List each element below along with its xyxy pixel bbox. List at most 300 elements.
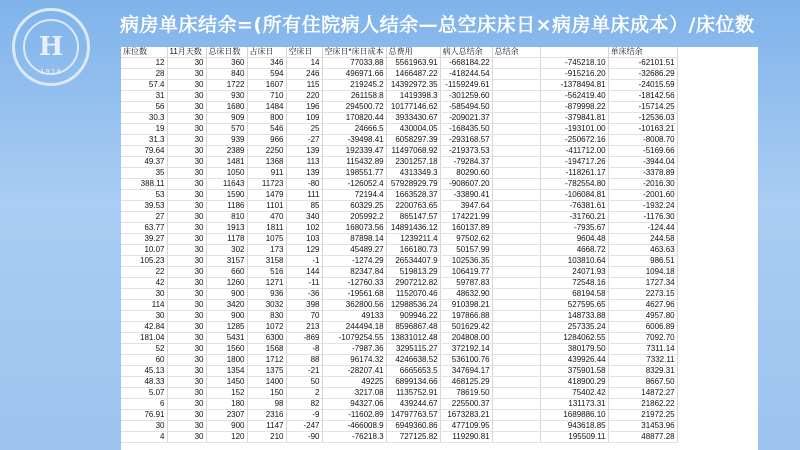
table-cell: -247 [286,421,322,432]
table-cell: 594 [247,69,286,80]
table-cell: -5169.66 [608,146,677,157]
table-row [121,432,677,443]
table-cell: -62101.51 [608,58,677,69]
table-cell: -915216.20 [540,69,608,80]
table-cell: 150 [247,388,286,399]
table-body [121,58,677,443]
table-row [121,201,677,212]
table-row [121,223,677,234]
table-cell: 82347.84 [322,267,386,278]
table-cell: 6300 [247,333,286,344]
table-cell: -8008.70 [608,135,677,146]
table-cell: 30 [167,190,206,201]
table-cell: 375901.58 [540,366,608,377]
table-cell: 30 [167,179,206,190]
column-header: 总床日数 [206,47,247,58]
table-cell: 294500.72 [322,102,386,113]
table-cell: 800 [247,113,286,124]
table-cell: 111 [286,190,322,201]
table-cell: 909946.22 [386,311,440,322]
table-cell: 12988536.24 [386,300,440,311]
table-cell: 60 [121,355,167,366]
table-cell [492,300,540,311]
table-cell [492,421,540,432]
table-cell: 204808.00 [440,333,492,344]
table-cell: 220 [286,91,322,102]
page-title: 病房单床结余=(所有住院病人结余—总空床床日×病房单床成本）/床位数 [120,14,755,36]
table-cell: 30 [167,245,206,256]
table-cell: 340 [286,212,322,223]
table-cell [492,278,540,289]
table-cell: 63.77 [121,223,167,234]
table-cell: -28207.41 [322,366,386,377]
table-cell: 501629.42 [440,322,492,333]
table-cell [492,146,540,157]
table-cell [492,190,540,201]
table-cell: 6949360.86 [386,421,440,432]
table-cell: 72194.4 [322,190,386,201]
table-row [121,256,677,267]
table-cell: 2307 [206,410,247,421]
table-cell: 14872.27 [608,388,677,399]
table-cell: 6665653.5 [386,366,440,377]
table-cell: 30 [167,311,206,322]
table-cell: 900 [206,289,247,300]
table-cell: 30 [167,168,206,179]
table-row [121,179,677,190]
table-cell: 114 [121,300,167,311]
table-row [121,190,677,201]
table-cell: -11 [286,278,322,289]
table-cell: 173 [247,245,286,256]
table-cell [492,157,540,168]
table-cell: 24071.93 [540,267,608,278]
table-cell: 68194.58 [540,289,608,300]
table-row [121,91,677,102]
table-cell: -36 [286,289,322,300]
table-cell: 3032 [247,300,286,311]
table-cell: 6899134.66 [386,377,440,388]
table-cell: 4668.72 [540,245,608,256]
table-cell: 72548.16 [540,278,608,289]
table-cell [492,113,540,124]
table-cell: 35 [121,168,167,179]
table-row [121,333,677,344]
table-cell: 546 [247,124,286,135]
table-cell: -2016.30 [608,179,677,190]
table-cell: 1135752.91 [386,388,440,399]
table-cell: 103810.64 [540,256,608,267]
table-cell: 192339.47 [322,146,386,157]
table-cell: -1159249.61 [440,80,492,91]
table-cell: 197866.88 [440,311,492,322]
table-cell: 1481 [206,157,247,168]
column-header: 总费用 [386,47,440,58]
hospital-logo [12,8,90,86]
table-cell: 2389 [206,146,247,157]
table-cell: -219373.53 [440,146,492,157]
table-row [121,58,677,69]
table-cell: 30 [167,322,206,333]
table-cell: 60329.25 [322,201,386,212]
table-cell: 115 [286,80,322,91]
table-cell: 3158 [247,256,286,267]
table-cell: 48877.28 [608,432,677,443]
table-cell: 115432.89 [322,157,386,168]
table-cell: -10163.21 [608,124,677,135]
table-cell [492,399,540,410]
table-cell [492,80,540,91]
table-cell [492,267,540,278]
table-cell: 5431 [206,333,247,344]
table-cell [492,124,540,135]
table-cell: 205992.2 [322,212,386,223]
table-cell: 42 [121,278,167,289]
table-cell: 1271 [247,278,286,289]
table-cell [492,69,540,80]
table-cell: 9604.48 [540,234,608,245]
table-cell: 131173.31 [540,399,608,410]
table-cell: 519813.29 [386,267,440,278]
table-cell: 261158.8 [322,91,386,102]
table-cell [492,234,540,245]
table-cell: -90 [286,432,322,443]
table-cell: 28 [121,69,167,80]
table-cell: 57.4 [121,80,167,91]
table-cell: 30 [167,267,206,278]
table-cell: 103 [286,234,322,245]
table-cell [492,333,540,344]
column-header: 床位数 [121,47,167,58]
table-cell: -80 [286,179,322,190]
table-cell: 4313349.3 [386,168,440,179]
table-cell: 30 [167,289,206,300]
table-cell: 10177146.62 [386,102,440,113]
table-cell: 347694.17 [440,366,492,377]
table-cell: 468125.29 [440,377,492,388]
data-table [121,47,678,443]
table-cell: -466008.9 [322,421,386,432]
table-cell: -8 [286,344,322,355]
table-cell: 2316 [247,410,286,421]
table-cell: 1673283.21 [440,410,492,421]
table-cell: 1354 [206,366,247,377]
table-cell: 6 [121,399,167,410]
table-cell: 148733.88 [540,311,608,322]
table-cell: 5561963.91 [386,58,440,69]
table-cell: 75402.42 [540,388,608,399]
logo-year: 1918 [40,68,62,76]
table-cell: 3295115.27 [386,344,440,355]
table-cell: 96174.32 [322,355,386,366]
table-cell: 30 [167,432,206,443]
table-cell [492,366,540,377]
table-cell: 10.07 [121,245,167,256]
table-cell: 1811 [247,223,286,234]
table-cell: 1260 [206,278,247,289]
table-cell: 1450 [206,377,247,388]
table-cell: 57928929.79 [386,179,440,190]
table-cell: 129 [286,245,322,256]
table-cell: 80290.60 [440,168,492,179]
table-row [121,344,677,355]
table-row [121,300,677,311]
table-cell [492,58,540,69]
table-cell: 1368 [247,157,286,168]
table-cell: 4627.96 [608,300,677,311]
table-cell: 660 [206,267,247,278]
table-cell: 30 [167,388,206,399]
table-cell: 4246638.52 [386,355,440,366]
column-header: 总结余 [492,47,540,58]
table-cell: -15714.25 [608,102,677,113]
table-row [121,245,677,256]
table-cell: 966 [247,135,286,146]
table-cell: 3157 [206,256,247,267]
table-cell [492,289,540,300]
table-cell: 900 [206,421,247,432]
column-header [540,47,608,58]
table-row [121,377,677,388]
table-row [121,311,677,322]
table-cell: 59787.83 [440,278,492,289]
table-cell: -209021.37 [440,113,492,124]
table-cell: 30 [167,355,206,366]
table-cell: 911 [247,168,286,179]
table-cell: 30 [167,410,206,421]
table-cell: 1607 [247,80,286,91]
table-cell: -27 [286,135,322,146]
table-cell: -106084.81 [540,190,608,201]
table-cell: 1568 [247,344,286,355]
table-cell: 1727.34 [608,278,677,289]
table-cell: -31760.21 [540,212,608,223]
table-cell: 19 [121,124,167,135]
table-cell: 2200763.65 [386,201,440,212]
table-cell: 1712 [247,355,286,366]
table-cell: 97502.62 [440,234,492,245]
table-cell: 30 [167,300,206,311]
table-cell: 30 [167,91,206,102]
table-cell: 5.07 [121,388,167,399]
table-cell: 418900.29 [540,377,608,388]
table-cell: -1079254.55 [322,333,386,344]
table-cell: 8667.50 [608,377,677,388]
table-cell: 7311.14 [608,344,677,355]
table-cell: 939 [206,135,247,146]
table-cell: -1176.30 [608,212,677,223]
table-cell [492,322,540,333]
table-cell: 30 [167,256,206,267]
table-cell: 181.04 [121,333,167,344]
table-cell: 30 [167,146,206,157]
table-cell [492,344,540,355]
table-cell: 53 [121,190,167,201]
table-cell: 1479 [247,190,286,201]
table-cell: 139 [286,146,322,157]
table-cell: 930 [206,91,247,102]
table-cell: 30 [167,201,206,212]
table-row [121,146,677,157]
table-cell: -3944.04 [608,157,677,168]
table-cell [492,377,540,388]
table-cell: -18142.56 [608,91,677,102]
table-cell: 144 [286,267,322,278]
table-cell [492,168,540,179]
table-cell: -3378.89 [608,168,677,179]
table-cell: 246 [286,69,322,80]
table-cell: 225500.37 [440,399,492,410]
table-cell: -24015.59 [608,80,677,91]
table-cell: 909 [206,113,247,124]
table-cell: -293168.57 [440,135,492,146]
table-cell: 14891436.12 [386,223,440,234]
table-cell: 4 [121,432,167,443]
table-cell: 1590 [206,190,247,201]
table-cell: 810 [206,212,247,223]
table-cell: -301259.60 [440,91,492,102]
table-row [121,289,677,300]
table-cell: 1050 [206,168,247,179]
table-cell: 31 [121,91,167,102]
table-cell: 830 [247,311,286,322]
table-cell: 527595.65 [540,300,608,311]
table-cell: 87898.14 [322,234,386,245]
table-cell: 30 [167,157,206,168]
table-cell: 98 [247,399,286,410]
table-cell: 463.63 [608,245,677,256]
table-cell: 170820.44 [322,113,386,124]
table-cell: 30 [121,289,167,300]
column-header: 空床日*床日成本 [322,47,386,58]
table-cell: -379841.81 [540,113,608,124]
table-cell: 570 [206,124,247,135]
table-cell: -194717.26 [540,157,608,168]
table-cell: 2 [286,388,322,399]
table-cell: 39.53 [121,201,167,212]
table-cell: 139 [286,168,322,179]
table-cell: 1072 [247,322,286,333]
table-cell: 152 [206,388,247,399]
table-cell: 11643 [206,179,247,190]
table-cell: 244.58 [608,234,677,245]
table-row [121,212,677,223]
table-cell: 11723 [247,179,286,190]
table-cell: -250672.16 [540,135,608,146]
table-row [121,355,677,366]
table-cell: 362800.56 [322,300,386,311]
table-cell: 943618.85 [540,421,608,432]
table-cell: 840 [206,69,247,80]
table-cell: 1147 [247,421,286,432]
table-cell: 78619.50 [440,388,492,399]
table-cell: 160137.89 [440,223,492,234]
table-cell [492,311,540,322]
table-cell: 45.13 [121,366,167,377]
table-cell: 3947.64 [440,201,492,212]
table-cell: 120 [206,432,247,443]
table-cell: -1274.29 [322,256,386,267]
table-cell: 196 [286,102,322,113]
table-cell: 30 [167,124,206,135]
table-row [121,80,677,91]
table-cell: -193101.00 [540,124,608,135]
table-cell: 30 [167,333,206,344]
table-cell: 42.84 [121,322,167,333]
table-row [121,366,677,377]
table-cell: -12536.03 [608,113,677,124]
table-cell: 24666.5 [322,124,386,135]
table-row [121,234,677,245]
table-cell: 2301257.18 [386,157,440,168]
table-cell: 14392972.35 [386,80,440,91]
table-cell: 30 [167,113,206,124]
table-cell [492,245,540,256]
table-cell: 302 [206,245,247,256]
table-cell: 1152070.46 [386,289,440,300]
table-cell: 1178 [206,234,247,245]
table-cell: -39498.41 [322,135,386,146]
table-cell: 6058297.39 [386,135,440,146]
table-cell: 14 [286,58,322,69]
table-cell: 470 [247,212,286,223]
table-row [121,388,677,399]
table-cell: 50157.99 [440,245,492,256]
table-cell: 2907212.82 [386,278,440,289]
table-cell: 1560 [206,344,247,355]
table-cell: 52 [121,344,167,355]
table-cell: 477109.95 [440,421,492,432]
table-cell: 380179.50 [540,344,608,355]
table-cell: -12760.33 [322,278,386,289]
table-cell: 8329.31 [608,366,677,377]
table-cell: 49133 [322,311,386,322]
table-cell: 14797763.57 [386,410,440,421]
table-cell: 936 [247,289,286,300]
table-cell: 710 [247,91,286,102]
table-header-row [121,47,677,58]
table-cell: 1101 [247,201,286,212]
table-cell: 174221.99 [440,212,492,223]
table-cell [492,355,540,366]
table-cell: 213 [286,322,322,333]
table-cell [492,102,540,113]
table-cell: -1378494.81 [540,80,608,91]
table-cell: 195509.11 [540,432,608,443]
table-row [121,410,677,421]
table-cell: -562419.40 [540,91,608,102]
table-row [121,69,677,80]
table-cell: 31.3 [121,135,167,146]
table-cell: -585494.50 [440,102,492,113]
table-cell [492,388,540,399]
table-cell: 45489.27 [322,245,386,256]
table-cell: 30 [167,278,206,289]
table-row [121,399,677,410]
table-cell: -668184.22 [440,58,492,69]
table-cell: 1663528.37 [386,190,440,201]
table-row [121,113,677,124]
column-header: 单床结余 [608,47,677,58]
table-cell: 372192.14 [440,344,492,355]
table-cell: 79.64 [121,146,167,157]
table-row [121,278,677,289]
table-cell: 7092.70 [608,333,677,344]
table-cell: -126052.4 [322,179,386,190]
table-cell: 257335.24 [540,322,608,333]
table-cell: 1800 [206,355,247,366]
table-cell: 88 [286,355,322,366]
